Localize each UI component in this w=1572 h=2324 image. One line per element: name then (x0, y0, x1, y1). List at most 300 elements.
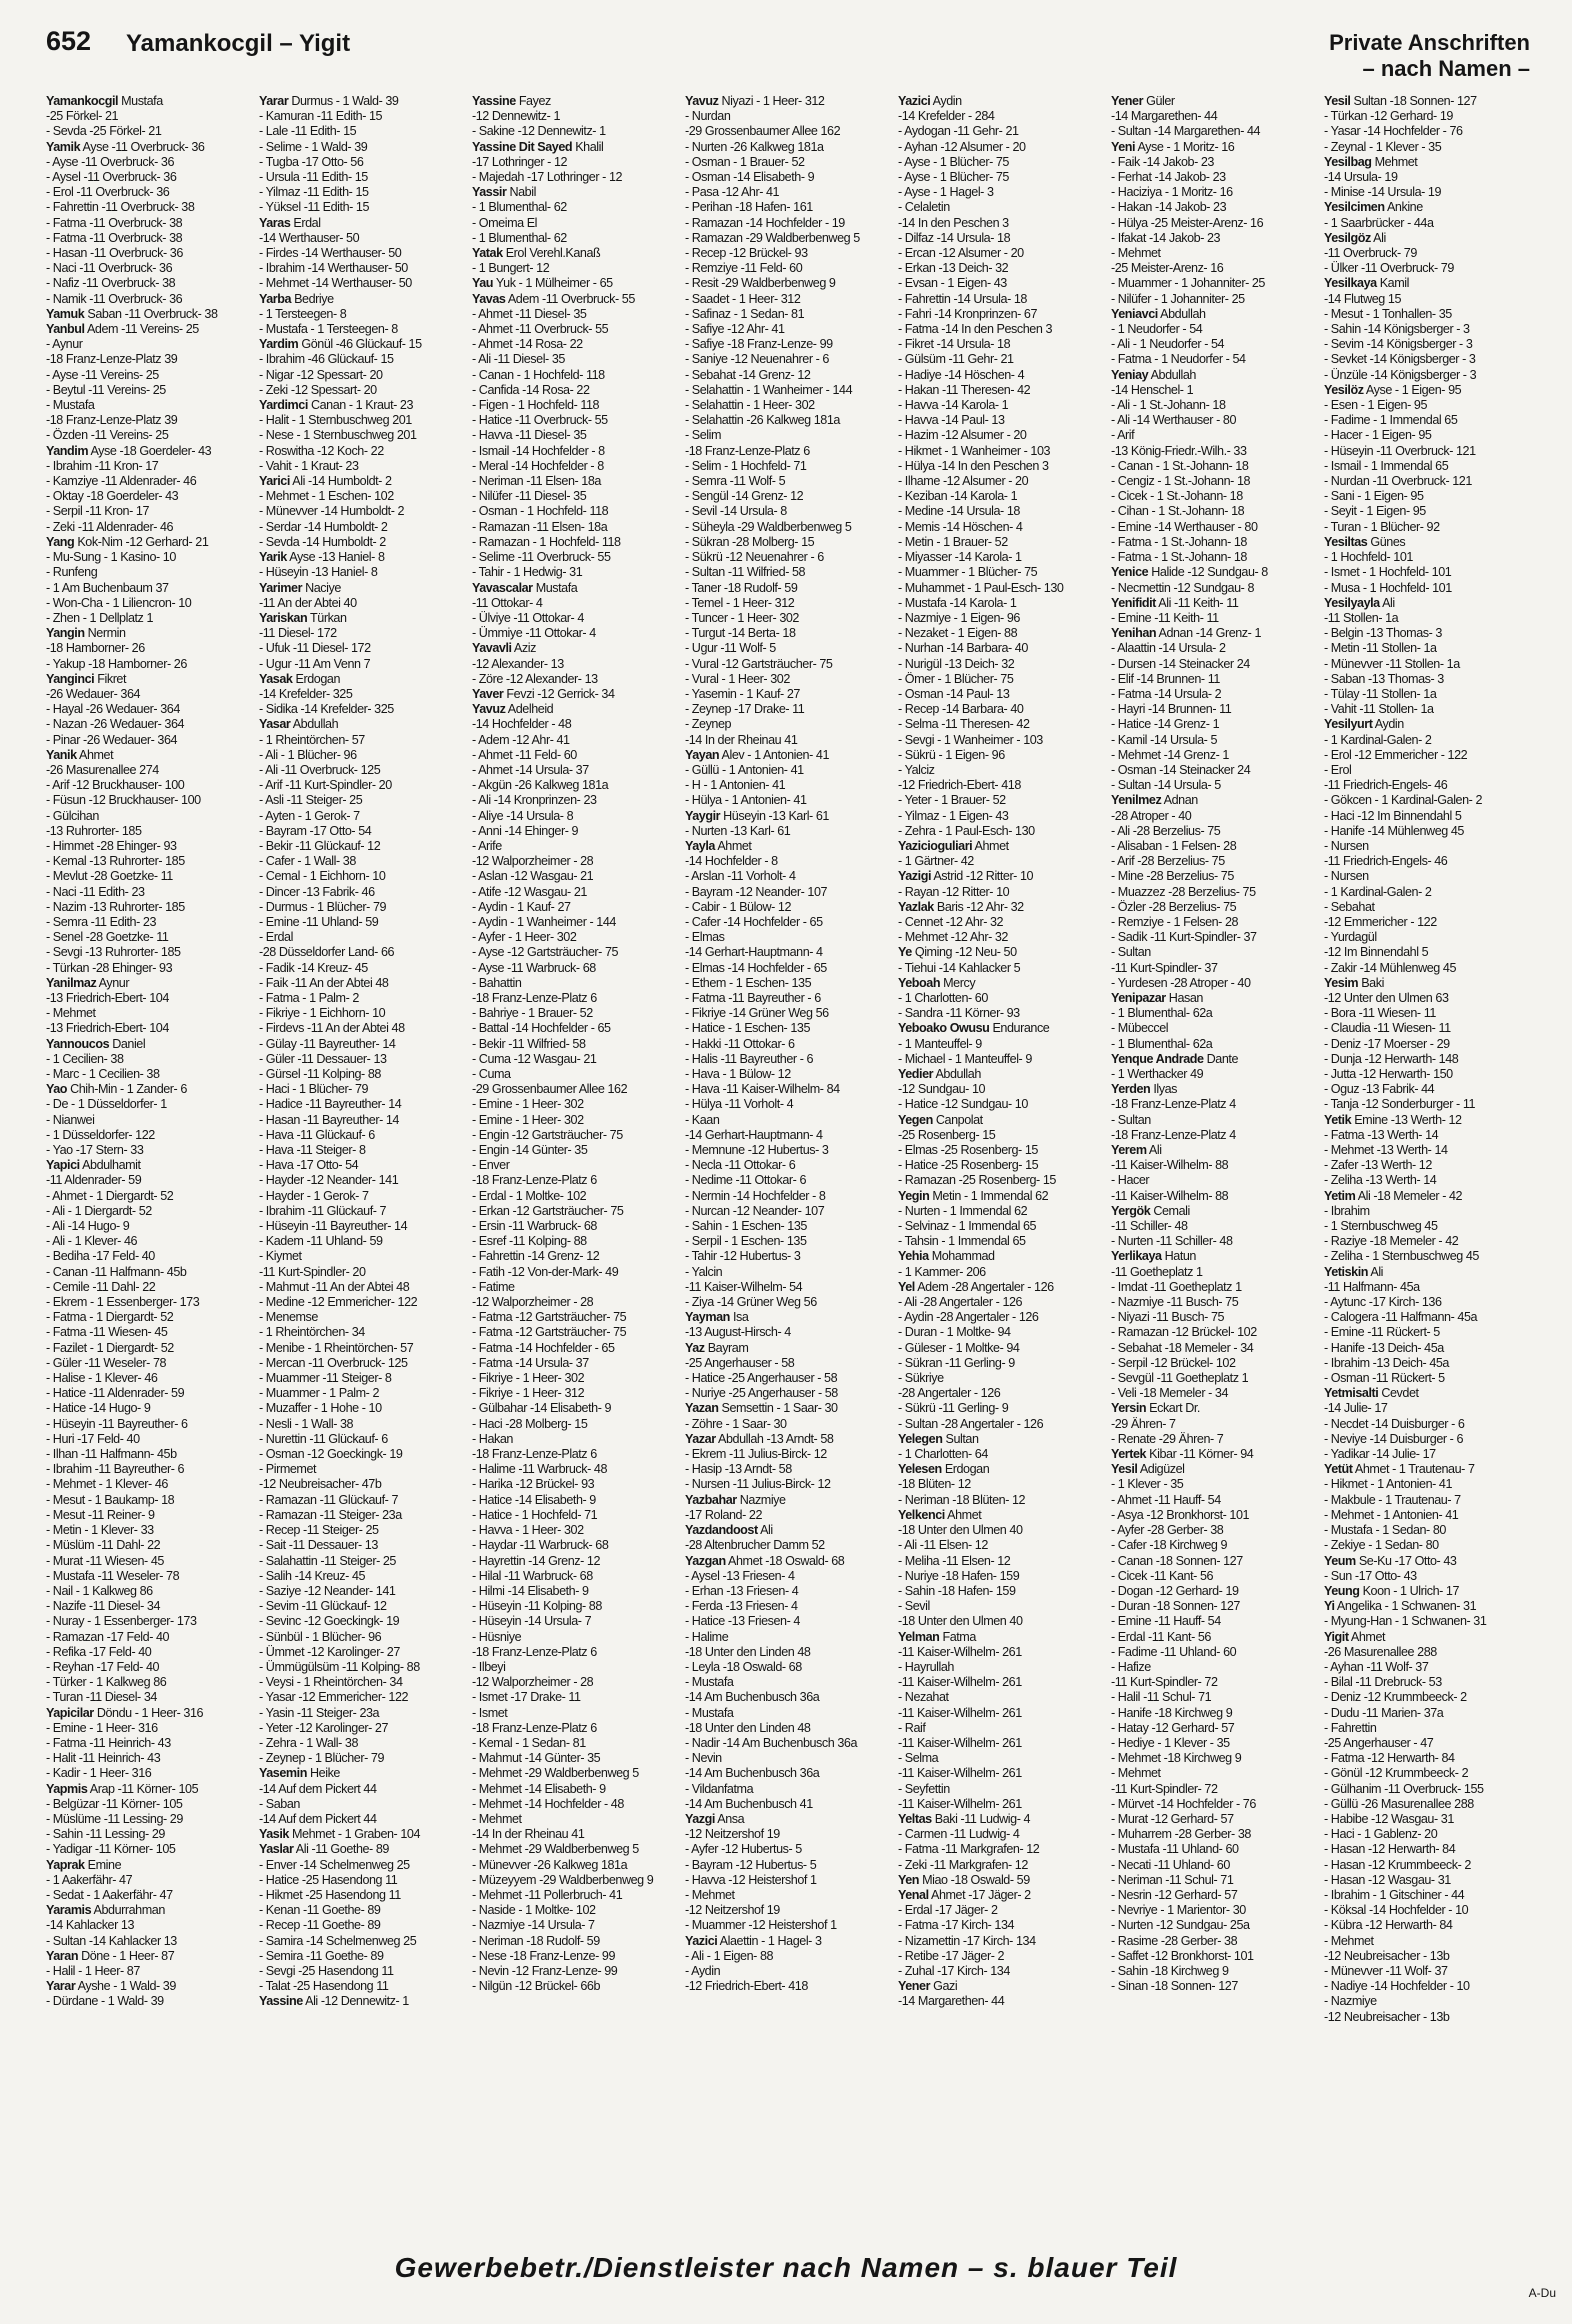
directory-entry (46, 1538, 252, 1553)
directory-column-3 (472, 94, 678, 2214)
directory-entry (1324, 1249, 1530, 1264)
surname: Yau (472, 276, 494, 291)
entry-text: - Fahri -14 Kronprinzen- 67 (898, 306, 1038, 321)
directory-entry (1324, 672, 1530, 687)
directory-column-6 (1111, 94, 1317, 2214)
entry-text: -14 In der Rheinau 41 (685, 732, 798, 747)
surname: Yaslar (259, 1842, 294, 1857)
directory-entry (472, 1797, 678, 1812)
entry-text: - Fadime -11 Uhland- 60 (1111, 1644, 1237, 1659)
entry-text: - Gülsüm -11 Gehr- 21 (898, 352, 1014, 367)
directory-entry (898, 1128, 1104, 1143)
entry-text: - Dilfaz -14 Ursula- 18 (898, 230, 1011, 245)
entry-text: - Mustafa (685, 1705, 734, 1720)
entry-text: - Nianwei (46, 1112, 95, 1127)
entry-text: - Nedime -11 Ottokar- 6 (685, 1173, 806, 1188)
entry-text: - Ekrem -11 Julius-Birck- 12 (685, 1447, 827, 1462)
entry-text: - Fatma - 1 Palm- 2 (259, 990, 359, 1005)
directory-entry (1111, 535, 1317, 550)
page-title: Yamankocgil – Yigit (126, 30, 351, 57)
entry-text: - Sultan -28 Angertaler - 126 (898, 1416, 1044, 1431)
entry-text: Ali (1146, 1143, 1162, 1158)
directory-entry (685, 1158, 891, 1173)
surname: Yasak (259, 671, 293, 686)
directory-entry (46, 1280, 252, 1295)
entry-text: - Fatma -14 Ursula- 2 (1111, 686, 1222, 701)
directory-entry (472, 1067, 678, 1082)
entry-text: - Nigar -12 Spessart- 20 (259, 367, 383, 382)
surname: Yertek (1111, 1447, 1147, 1462)
directory-entry (46, 1189, 252, 1204)
directory-entry (259, 1888, 465, 1903)
directory-entry (472, 155, 678, 170)
entry-text: Endurance (989, 1021, 1050, 1036)
directory-entry (472, 1432, 678, 1447)
surname: Yetik (1324, 1112, 1352, 1127)
entry-text: - Hediye - 1 Klever - 35 (1111, 1735, 1230, 1750)
directory-entry (1111, 1842, 1317, 1857)
directory-entry (898, 1371, 1104, 1386)
directory-entry (1111, 170, 1317, 185)
entry-text: Se-Ku -17 Otto- 43 (1355, 1553, 1457, 1568)
entry-text: - Sahin -18 Kirchweg 9 (1111, 1963, 1229, 1978)
directory-entry (46, 641, 252, 656)
entry-text: - Jutta -12 Herwarth- 150 (1324, 1067, 1453, 1081)
directory-entry (685, 1021, 891, 1036)
directory-entry (472, 94, 678, 109)
entry-text: -17 Roland- 22 (685, 1507, 763, 1522)
entry-text: -11 Kaiser-Wilhelm- 54 (685, 1279, 803, 1294)
entry-text: - Ibrahim -11 Glückauf- 7 (259, 1203, 387, 1218)
entry-text: - Refika -17 Feld- 40 (46, 1644, 152, 1659)
surname: Yardimci (259, 398, 308, 413)
directory-entry (1111, 961, 1317, 976)
entry-text: - Ibrahim -13 Deich- 45a (1324, 1355, 1449, 1370)
entry-text: -12 Sundgau- 10 (898, 1082, 986, 1097)
directory-entry (898, 1417, 1104, 1432)
entry-text: - Sait -11 Dessauer- 13 (259, 1538, 378, 1553)
entry-text: - Fahrettin -14 Ursula- 18 (898, 291, 1027, 306)
directory-entry (46, 869, 252, 884)
surname: Yanik (46, 747, 77, 762)
entry-text: - Nilüfer -11 Diesel- 35 (472, 489, 587, 504)
directory-entry (685, 504, 891, 519)
directory-entry (685, 1462, 891, 1477)
entry-text: - Hatice -11 Overbruck- 55 (472, 413, 608, 428)
entry-text: - Ibrahim -14 Werthauser- 50 (259, 261, 408, 276)
entry-text: Abdullah (290, 717, 339, 732)
section-heading (1329, 30, 1530, 82)
entry-text: - Yalciz (898, 762, 935, 777)
entry-text: Adnan (1161, 793, 1198, 808)
surname: Yavascalar (472, 580, 533, 595)
surname: Yang (46, 534, 75, 549)
directory-entry (1111, 1797, 1317, 1812)
entry-text: - Celaletin (898, 200, 950, 215)
entry-text: - Ali -11 Elsen- 12 (898, 1538, 988, 1553)
directory-entry (685, 216, 891, 231)
entry-text: -12 Walporzheimer - 28 (472, 1675, 594, 1690)
entry-text: -18 Franz-Lenze-Platz 39 (46, 352, 178, 367)
directory-entry (1111, 748, 1317, 763)
entry-text: -14 In der Rheinau 41 (472, 1827, 585, 1842)
entry-text: - Nilüfer - 1 Johanniter- 25 (1111, 291, 1245, 306)
directory-entry (1111, 824, 1317, 839)
entry-text: - Yao -17 Stern- 33 (46, 1143, 144, 1158)
entry-text: - Nurettin -11 Glückauf- 6 (259, 1431, 388, 1446)
directory-entry (259, 109, 465, 124)
entry-text: - Serpil -11 Kron- 17 (46, 504, 150, 519)
entry-text: - Havva -14 Karola- 1 (898, 398, 1009, 413)
entry-text: -14 Auf dem Pickert 44 (259, 1781, 377, 1796)
directory-entry (685, 1934, 891, 1949)
entry-text: - Türker - 1 Kalkweg 86 (46, 1675, 167, 1690)
entry-text: - Zeynep -17 Drake- 11 (685, 702, 805, 717)
entry-text: - Yasemin - 1 Kauf- 27 (685, 686, 800, 701)
directory-entry (685, 1660, 891, 1675)
entry-text: - Muazzez -28 Berzelius- 75 (1111, 884, 1256, 899)
entry-text: Abdullah (1157, 306, 1206, 321)
surname: Yelman (898, 1629, 940, 1644)
directory-entry (685, 1371, 891, 1386)
entry-text: - Halise - 1 Klever- 46 (46, 1371, 158, 1386)
entry-text: - Serdar -14 Humboldt- 2 (259, 519, 388, 534)
entry-text: -18 Franz-Lenze-Platz 4 (1111, 1097, 1236, 1112)
entry-text: - Sengül -14 Grenz- 12 (685, 489, 804, 504)
directory-entry (259, 1128, 465, 1143)
entry-text: - Ekrem - 1 Essenberger- 173 (46, 1295, 200, 1310)
directory-entry (1324, 626, 1530, 641)
surname: Yehia (898, 1249, 929, 1264)
entry-text: - Türkan -12 Gerhard- 19 (1324, 109, 1453, 124)
directory-entry (685, 246, 891, 261)
entry-text: -11 Ottokar- 4 (472, 595, 543, 610)
directory-entry (46, 1614, 252, 1629)
surname: Yaprak (46, 1857, 85, 1872)
directory-entry (472, 1584, 678, 1599)
directory-entry (46, 1888, 252, 1903)
entry-text: Canan - 1 Kraut- 23 (307, 398, 414, 413)
directory-entry (898, 1189, 1104, 1204)
directory-entry (898, 717, 1104, 732)
entry-text: - Carmen -11 Ludwig- 4 (898, 1827, 1020, 1842)
directory-entry (472, 702, 678, 717)
directory-entry (472, 1249, 678, 1264)
directory-entry (1111, 1538, 1317, 1553)
directory-entry (472, 292, 678, 307)
entry-text: - Halit -11 Heinrich- 43 (46, 1751, 161, 1766)
directory-entry (1324, 1888, 1530, 1903)
entry-text: - Vahit - 1 Kraut- 23 (259, 458, 359, 473)
directory-entry (46, 1037, 252, 1052)
entry-text: -12 Neubreisacher - 13b (1324, 2009, 1450, 2024)
entry-text: Fatma (939, 1629, 976, 1644)
entry-text: - Nurcan -12 Neander- 107 (685, 1203, 825, 1218)
entry-text: - Arif -12 Bruckhauser- 100 (46, 778, 185, 793)
surname: Yeni (1111, 139, 1136, 154)
directory-entry (898, 687, 1104, 702)
surname: Yesilkaya (1324, 276, 1377, 291)
directory-entry (1324, 155, 1530, 170)
entry-text: - Hasan -12 Herwarth- 84 (1324, 1842, 1456, 1857)
entry-text: - Ugur -11 Am Venn 7 (259, 656, 371, 671)
directory-entry (898, 1918, 1104, 1933)
directory-entry (685, 869, 891, 884)
entry-text: - Türkan -28 Ehinger- 93 (46, 960, 173, 975)
entry-text: - Retibe -17 Jäger- 2 (898, 1948, 1005, 1963)
directory-entry (259, 1903, 465, 1918)
directory-entry (46, 94, 252, 109)
directory-entry (472, 885, 678, 900)
directory-entry (1111, 550, 1317, 565)
entry-text: - Haydar -11 Warbruck- 68 (472, 1538, 609, 1553)
entry-text: Ayse -13 Haniel- 8 (286, 550, 385, 565)
entry-text: - Pirmemet (259, 1462, 317, 1477)
entry-text: - Cennet -12 Ahr- 32 (898, 914, 1004, 929)
entry-text: - Bekir -11 Glückauf- 12 (259, 838, 381, 853)
directory-entry (685, 1417, 891, 1432)
directory-entry (472, 1265, 678, 1280)
entry-text: -11 Kaiser-Wilhelm- 88 (1111, 1188, 1229, 1203)
directory-entry (46, 1006, 252, 1021)
entry-text: -18 Hamborner- 26 (46, 641, 145, 656)
entry-text: - Cabir - 1 Bülow- 12 (685, 899, 792, 914)
entry-text: - Erdal - 1 Moltke- 102 (472, 1188, 587, 1203)
directory-entry (1324, 231, 1530, 246)
directory-entry (1324, 763, 1530, 778)
entry-text: - Neriman -18 Rudolf- 59 (472, 1933, 600, 1948)
directory-entry (472, 1538, 678, 1553)
entry-text: - Calogera -11 Halfmann- 45a (1324, 1310, 1478, 1325)
directory-entry (472, 976, 678, 991)
entry-text: Baki -11 Ludwig- 4 (931, 1811, 1031, 1826)
entry-text: - Asli -11 Steiger- 25 (259, 793, 363, 808)
page-number: 652 (46, 26, 92, 56)
entry-text: Ahmet - 1 Trautenau- 7 (1352, 1462, 1475, 1477)
directory-entry (898, 1219, 1104, 1234)
directory-entry (259, 869, 465, 884)
entry-text: Ahmet -18 Oswald- 68 (725, 1553, 845, 1568)
entry-text: -11 Kurt-Spindler- 72 (1111, 1781, 1218, 1796)
directory-entry (1324, 854, 1530, 869)
directory-entry (472, 200, 678, 215)
directory-entry (898, 246, 1104, 261)
surname: Yazigi (898, 869, 931, 884)
surname: Yegin (898, 1188, 930, 1203)
surname: Yesim (1324, 975, 1359, 990)
directory-entry (472, 1173, 678, 1188)
entry-text: - Remziye - 1 Felsen- 28 (1111, 914, 1239, 929)
directory-entry (472, 1979, 678, 1994)
directory-entry (259, 885, 465, 900)
entry-text: - 1 Tersteegen- 8 (259, 306, 347, 321)
entry-text: - Hanife -14 Mühlenweg 45 (1324, 823, 1464, 838)
directory-entry (259, 1812, 465, 1827)
directory-entry (1111, 1766, 1317, 1781)
directory-entry (46, 1432, 252, 1447)
entry-text: - Hikmet -25 Hasendong 11 (259, 1887, 401, 1902)
entry-text: - Zakir -14 Mühlenweg 45 (1324, 960, 1456, 975)
surname: Yazici (685, 1933, 718, 1948)
directory-entry (1111, 717, 1317, 732)
directory-entry (1111, 626, 1317, 641)
directory-entry (46, 276, 252, 291)
directory-entry (472, 444, 678, 459)
directory-entry (1111, 1325, 1317, 1340)
directory-entry (472, 1903, 678, 1918)
directory-entry (1324, 216, 1530, 231)
entry-text: -13 Friedrich-Ebert- 104 (46, 1021, 169, 1036)
entry-text: - Hilmi -14 Elisabeth- 9 (472, 1583, 589, 1598)
entry-text: Fayez (515, 94, 551, 108)
directory-entry (46, 626, 252, 641)
entry-text: -11 Friedrich-Engels- 46 (1324, 778, 1448, 793)
entry-text: -28 Düsseldorfer Land- 66 (259, 945, 395, 960)
directory-entry (472, 322, 678, 337)
directory-entry (472, 216, 678, 231)
directory-entry (259, 474, 465, 489)
directory-entry (472, 1630, 678, 1645)
entry-text: - Mehmet -14 Grenz- 1 (1111, 747, 1229, 762)
directory-entry (472, 1280, 678, 1295)
directory-entry (898, 945, 1104, 960)
entry-text: - Belgüzar -11 Körner- 105 (46, 1796, 183, 1811)
directory-entry (1324, 1964, 1530, 1979)
entry-text: Nabil (506, 185, 536, 200)
directory-entry (472, 1599, 678, 1614)
directory-entry (685, 383, 891, 398)
surname: Yassine (259, 1994, 303, 2009)
surname: Yerem (1111, 1143, 1147, 1158)
entry-text: - Sünbül - 1 Blücher- 96 (259, 1629, 382, 1644)
directory-entry (472, 535, 678, 550)
directory-entry (685, 520, 891, 535)
directory-entry (1111, 231, 1317, 246)
directory-entry (1324, 565, 1530, 580)
entry-text: - Bora -11 Wiesen- 11 (1324, 1006, 1436, 1021)
directory-entry (898, 504, 1104, 519)
directory-entry (259, 322, 465, 337)
entry-text: - Esen - 1 Eigen- 95 (1324, 398, 1428, 413)
directory-entry (46, 1782, 252, 1797)
entry-text: - Tugba -17 Otto- 56 (259, 154, 364, 169)
directory-entry (898, 170, 1104, 185)
directory-entry (259, 626, 465, 641)
entry-text: - Müslüme -11 Lessing- 29 (46, 1811, 183, 1826)
entry-text: - Selime - 1 Wald- 39 (259, 139, 368, 154)
entry-text: - Ülviye -11 Ottokar- 4 (472, 610, 584, 625)
entry-text: Isa (729, 1310, 749, 1325)
entry-text: Daniel (109, 1036, 146, 1051)
directory-entry (259, 1949, 465, 1964)
directory-entry (1324, 1538, 1530, 1553)
directory-entry (259, 1417, 465, 1432)
entry-text: - Canan - 1 St.-Johann- 18 (1111, 458, 1249, 473)
entry-text: - Saziye -12 Neander- 141 (259, 1583, 396, 1598)
directory-entry (259, 1645, 465, 1660)
entry-text: Ali (1379, 595, 1395, 610)
directory-entry (685, 793, 891, 808)
entry-text: - Ibrahim -46 Glückauf- 15 (259, 352, 394, 367)
entry-text: Kibar -11 Körner- 94 (1146, 1447, 1254, 1462)
entry-text: - Hatice -25 Rosenberg- 15 (898, 1158, 1039, 1173)
entry-text: Sultan (942, 1431, 979, 1446)
directory-entry (685, 1067, 891, 1082)
surname: Yariskan (259, 610, 308, 625)
entry-text: - Engin -14 Günter- 35 (472, 1143, 588, 1158)
directory-entry (1324, 1660, 1530, 1675)
directory-entry (685, 809, 891, 824)
entry-text: - Safiye -18 Franz-Lenze- 99 (685, 337, 833, 352)
entry-text: - Mehmet (685, 1887, 735, 1902)
directory-entry (1324, 1143, 1530, 1158)
entry-text: - Müzeyyem -29 Waldberbenweg 9 (472, 1872, 654, 1887)
directory-entry (1324, 444, 1530, 459)
entry-text: - Nesrin -12 Gerhard- 57 (1111, 1887, 1238, 1902)
directory-entry (898, 1797, 1104, 1812)
surname: Yeltas (898, 1811, 932, 1826)
directory-entry (1324, 1645, 1530, 1660)
directory-entry (472, 337, 678, 352)
directory-entry (1324, 1918, 1530, 1933)
directory-entry (898, 1006, 1104, 1021)
directory-entry (1111, 1082, 1317, 1097)
directory-entry (685, 1569, 891, 1584)
directory-entry (685, 1265, 891, 1280)
entry-text: - Sevim -11 Glückauf- 12 (259, 1599, 387, 1614)
directory-entry (685, 1675, 891, 1690)
directory-entry (46, 474, 252, 489)
entry-text: - Neriman -11 Elsen- 18a (472, 474, 601, 489)
entry-text: - Memis -14 Höschen- 4 (898, 519, 1023, 534)
surname: Yarik (259, 550, 287, 565)
directory-entry (472, 961, 678, 976)
directory-entry (898, 276, 1104, 291)
entry-text: - Nese - 1 Sternbuschweg 201 (259, 428, 417, 443)
entry-text: -11 Aldenrader- 59 (46, 1173, 142, 1188)
surname: Yesilgöz (1324, 230, 1371, 245)
directory-entry (472, 1447, 678, 1462)
entry-text: - Zhen - 1 Dellplatz 1 (46, 610, 153, 625)
directory-entry (1111, 930, 1317, 945)
entry-text: Sultan -18 Sonnen- 127 (1350, 94, 1477, 108)
directory-entry (259, 854, 465, 869)
directory-entry (898, 1645, 1104, 1660)
entry-text: -14 Hochfelder - 8 (685, 854, 778, 869)
entry-text: Adelheid (505, 702, 554, 717)
directory-entry (898, 1569, 1104, 1584)
directory-entry (898, 976, 1104, 991)
directory-entry (898, 1097, 1104, 1112)
entry-text: - Pinar -26 Wedauer- 364 (46, 732, 178, 747)
surname: Yaz (685, 1340, 705, 1355)
entry-text: - Sevim -14 Königsberger - 3 (1324, 337, 1473, 352)
entry-text: - Fahrettin -11 Overbruck- 38 (46, 200, 195, 215)
directory-entry (259, 1569, 465, 1584)
directory-entry (685, 991, 891, 1006)
entry-text: - Evsan - 1 Eigen- 43 (898, 276, 1007, 291)
directory-entry (472, 1219, 678, 1234)
entry-text: - Hayal -26 Wedauer- 364 (46, 702, 180, 717)
entry-text: - Hadice -11 Bayreuther- 14 (259, 1097, 402, 1112)
entry-text: - Enver -14 Schelmenweg 25 (259, 1857, 410, 1872)
directory-entry (898, 1994, 1104, 2009)
entry-text: - Ilhame -12 Alsumer - 20 (898, 474, 1029, 489)
directory-entry (46, 1082, 252, 1097)
directory-entry (46, 611, 252, 626)
entry-text: - Mehmet -14 Hochfelder - 48 (472, 1796, 624, 1811)
directory-entry (1111, 1493, 1317, 1508)
